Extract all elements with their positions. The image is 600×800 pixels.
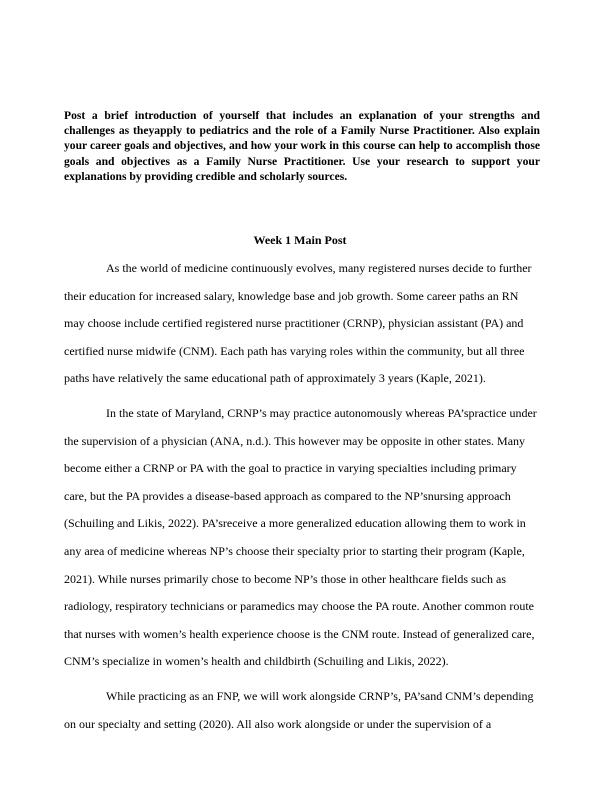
essay-paragraph-2: In the state of Maryland, CRNP’s may practice autonomously whereas PA’spractice under the supervision of a physician (ANA, n.d.). This however may be opposite in other states. Many become either a CRNP or PA with the goal to practice in varying specialties including primary care, but the PA provides a disease-based approach as compared to the NP’snursing approach (Schuiling and Likis, 2022). PA’sreceive a more generalized education allowing them to work in any area of medicine whereas NP’s choose their specialty prior to starting their program (Kaple, 2021). While nurses primarily chose to become NP’s those in other healthcare fields such as radiology, respiratory technicians or paramedics may choose the PA route. Another common route that nurses with women’s health experience choose is the CNM route. Instead of generalized care, CNM’s specialize in women’s health and childbirth (Schuiling and Likis, 2022). [64, 405, 537, 669]
essay-paragraph-1: As the world of medicine continuously evolves, many registered nurses decide to further their education for increased salary, knowledge base and job growth. Some career paths an RN may choose include certified registered nurse practitioner (CRNP), physician assistant (PA) and certified nurse midwife (CNM). Each path has varying roles within the community, but all three paths have relatively the same educational path of approximately 3 years (Kaple, 2021). [64, 261, 532, 386]
essay-paragraph-3: While practicing as an FNP, we will work alongside CRNP’s, PA’sand CNM’s depending on our specialty and setting (2020). All also work alongside or under the supervision of a [64, 688, 534, 731]
assignment-prompt: Post a brief introduction of yourself that includes an explanation of your strengths and challenges as theyapply to pediatrics and the role of a Family Nurse Practitioner. Also explain your career goals and objectives, and how your work in this course can help to accomplish those goals and objectives as a Family Nurse Practitioner. Use your research to support your explanations by providing credible and scholarly sources. [64, 109, 540, 183]
essay-title: Week 1 Main Post [253, 233, 347, 247]
essay-body [64, 255, 542, 738]
